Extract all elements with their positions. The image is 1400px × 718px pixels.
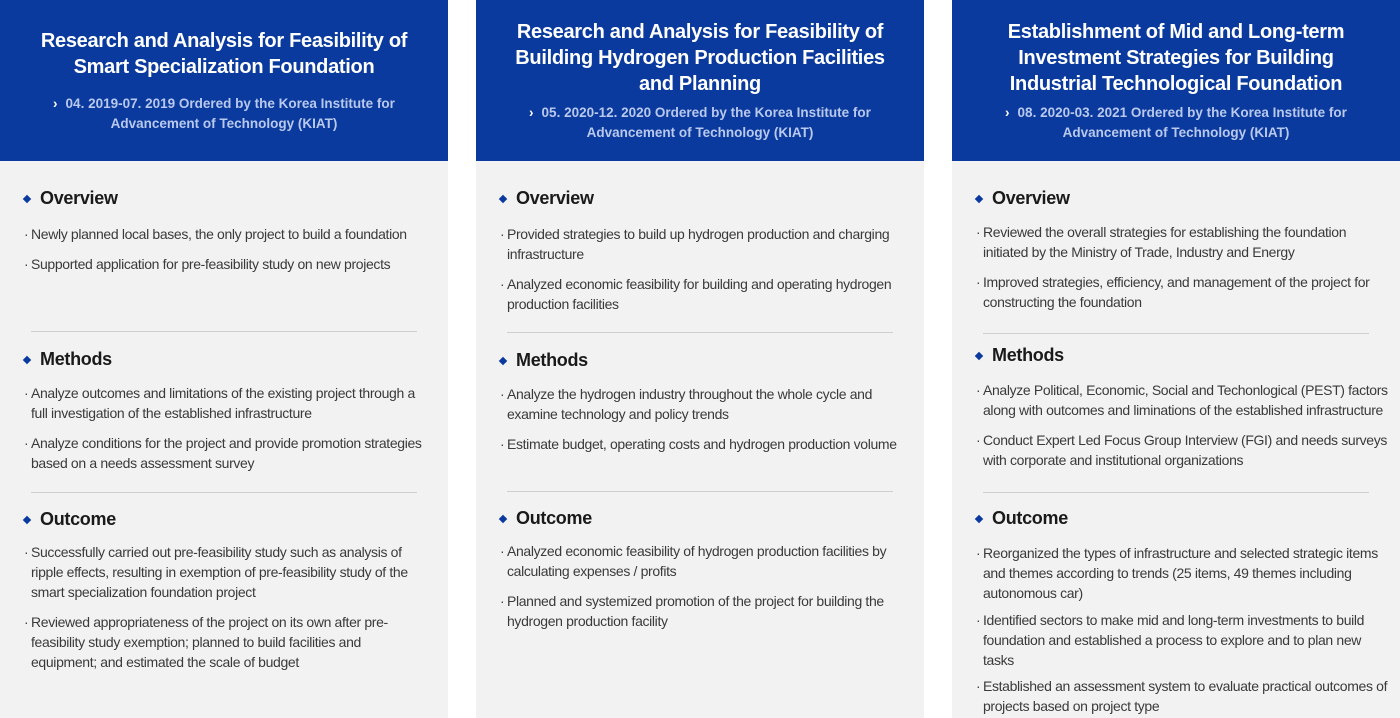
section-outcome-title xyxy=(500,508,592,529)
outcome-list xyxy=(500,541,904,641)
section-label: Overview xyxy=(40,188,118,208)
list-item: · Provided strategies to build up hydrogen production and charging infrastructure xyxy=(500,224,904,264)
card-header xyxy=(476,0,924,161)
section-outcome-title xyxy=(24,509,116,530)
section-label: Outcome xyxy=(40,509,116,529)
divider xyxy=(507,332,893,333)
card-title: Establishment of Mid and Long-term Investment Strategies for Building Industrial Technological Foundation xyxy=(1007,20,1345,95)
list-item: · Analyzed economic feasibility of hydrogen production facilities by calculating expenses / profits xyxy=(500,541,904,581)
project-card-3 xyxy=(952,0,1400,718)
divider xyxy=(31,331,417,332)
overview-list xyxy=(500,224,904,324)
list-item: · Identified sectors to make mid and long-term investments to build foundation and established a process to explore and to plan new tasks xyxy=(976,610,1394,670)
section-label: Methods xyxy=(40,349,112,369)
overview-list xyxy=(24,224,428,284)
section-label: Outcome xyxy=(992,508,1068,528)
card-title: Research and Analysis for Feasibility of Building Hydrogen Production Facilities and Planning xyxy=(515,20,885,95)
section-label: Overview xyxy=(516,188,594,208)
list-item: · Analyze conditions for the project and provide promotion strategies based on a needs assessment survey xyxy=(24,433,428,473)
section-label: Methods xyxy=(992,345,1064,365)
methods-list xyxy=(500,384,904,464)
diamond-icon xyxy=(975,351,983,359)
card-date-text: 05. 2020-12. 2020 Ordered by the Korea Institute for Advancement of Technology (KIAT) xyxy=(541,104,871,140)
section-outcome-title xyxy=(976,508,1068,529)
section-overview-title xyxy=(976,188,1070,209)
card-date-text: 08. 2020-03. 2021 Ordered by the Korea Institute for Advancement of Technology (KIAT) xyxy=(1017,104,1347,140)
list-item: · Newly planned local bases, the only project to build a foundation xyxy=(24,224,428,244)
list-item: · Reviewed appropriateness of the project on its own after pre-feasibility study exemption; planned to build facilities and equipment; and estimated the scale of budget xyxy=(24,612,428,672)
chevron-right-icon: › xyxy=(1005,104,1010,120)
diamond-icon xyxy=(499,194,507,202)
card-date-text: 04. 2019-07. 2019 Ordered by the Korea Institute for Advancement of Technology (KIAT) xyxy=(65,95,395,131)
card-date xyxy=(44,94,404,134)
diamond-icon xyxy=(975,194,983,202)
methods-list xyxy=(976,380,1390,480)
divider xyxy=(31,492,417,493)
list-item: · Analyze Political, Economic, Social and Techonlogical (PEST) factors along with outcomes and liminations of the established infrastructure xyxy=(976,380,1390,420)
outcome-list xyxy=(24,542,428,682)
list-item: · Analyzed economic feasibility for building and operating hydrogen production facilities xyxy=(500,274,904,314)
divider xyxy=(983,333,1369,334)
diamond-icon xyxy=(23,515,31,523)
diamond-icon xyxy=(23,355,31,363)
section-label: Outcome xyxy=(516,508,592,528)
overview-list xyxy=(976,222,1390,322)
chevron-right-icon: › xyxy=(53,95,58,111)
divider xyxy=(983,492,1369,493)
card-title: Research and Analysis for Feasibility of Smart Specialization Foundation xyxy=(40,29,408,78)
project-card-2 xyxy=(476,0,924,718)
section-methods-title xyxy=(500,350,588,371)
section-label: Overview xyxy=(992,188,1070,208)
methods-list xyxy=(24,383,428,483)
section-methods-title xyxy=(976,345,1064,366)
list-item: · Reviewed the overall strategies for establishing the foundation initiated by the Ministry of Trade, Industry and Energy xyxy=(976,222,1390,262)
list-item: · Supported application for pre-feasibility study on new projects xyxy=(24,254,428,274)
project-card-1 xyxy=(0,0,448,718)
section-overview-title xyxy=(24,188,118,209)
list-item: · Planned and systemized promotion of the project for building the hydrogen production facility xyxy=(500,591,904,631)
section-label: Methods xyxy=(516,350,588,370)
list-item: · Improved strategies, efficiency, and management of the project for constructing the foundation xyxy=(976,272,1390,312)
diamond-icon xyxy=(975,514,983,522)
list-item: · Established an assessment system to evaluate practical outcomes of projects based on project type xyxy=(976,676,1394,716)
section-methods-title xyxy=(24,349,112,370)
card-date xyxy=(520,103,880,143)
list-item: · Analyze outcomes and limitations of the existing project through a full investigation of the established infrastructure xyxy=(24,383,428,423)
outcome-list xyxy=(976,543,1394,718)
divider xyxy=(507,491,893,492)
diamond-icon xyxy=(23,194,31,202)
card-date xyxy=(996,103,1356,143)
list-item: · Conduct Expert Led Focus Group Interview (FGI) and needs surveys with corporate and institutional organizations xyxy=(976,430,1390,470)
list-item: · Successfully carried out pre-feasibility study such as analysis of ripple effects, resulting in exemption of pre-feasibility study of the smart specialization foundation project xyxy=(24,542,428,602)
diamond-icon xyxy=(499,356,507,364)
chevron-right-icon: › xyxy=(529,104,534,120)
section-overview-title xyxy=(500,188,594,209)
card-header xyxy=(0,0,448,161)
diamond-icon xyxy=(499,514,507,522)
list-item: · Analyze the hydrogen industry throughout the whole cycle and examine technology and policy trends xyxy=(500,384,904,424)
card-header xyxy=(952,0,1400,161)
list-item: · Estimate budget, operating costs and hydrogen production volume xyxy=(500,434,904,454)
list-item: · Reorganized the types of infrastructure and selected strategic items and themes according to trends (25 items, 49 themes including autonomous car) xyxy=(976,543,1394,603)
